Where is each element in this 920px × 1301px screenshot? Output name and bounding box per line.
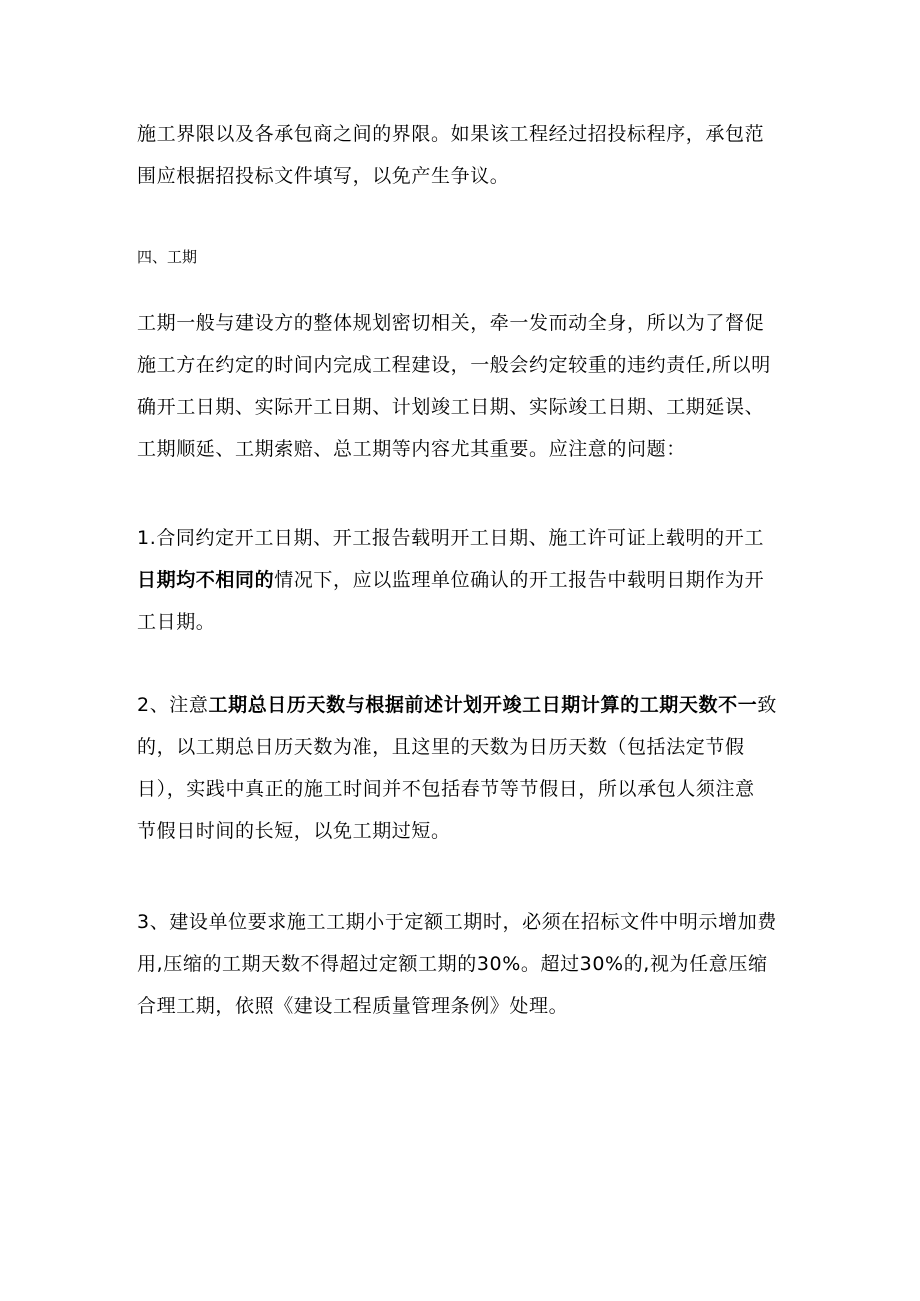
text-line: 施工方在约定的时间内完成工程建设，一般会约定较重的违约责任,所以明 (137, 354, 771, 376)
text-line: 工期顺延、工期索赔、总工期等内容尤其重要。应注意的问题： (137, 438, 686, 460)
bold-text: 工期总日历天数与根据前述计划开竣工日期计算的工期天数不一 (208, 694, 758, 716)
text-line: 用,压缩的工期天数不得超过定额工期的30%。超过30%的,视为任意压缩 (137, 953, 768, 975)
bold-text: 日期均不相同的 (137, 569, 275, 591)
text-line: 的，以工期总日历天数为准，且这里的天数为日历天数（包括法定节假 (137, 736, 745, 758)
list-item-1 (137, 517, 797, 643)
text-line: 围应根据招投标文件填写，以免产生争议。 (137, 165, 510, 187)
text-line: 合理工期，依照《建设工程质量管理条例》处理。 (137, 995, 569, 1017)
text-line: 确开工日期、实际开工日期、计划竣工日期、实际竣工日期、工期延误、 (137, 396, 765, 418)
text-line: 工期一般与建设方的整体规划密切相关，牵一发而动全身，所以为了督促 (137, 312, 765, 334)
text-line: 工日期。 (137, 611, 216, 633)
list-item-3 (137, 901, 797, 1027)
text-line (137, 559, 797, 601)
list-item-2 (137, 684, 797, 852)
text-line: 日），实践中真正的施工时间并不包括春节等节假日，所以承包人须注意 (137, 778, 755, 800)
section-heading: 四、工期 (137, 248, 198, 266)
text-segment: 情况下，应以监理单位确认的开工报告中载明日期作为开 (274, 569, 765, 591)
paragraph-contract-scope (137, 113, 797, 197)
text-line (137, 684, 797, 726)
text-segment: 致 (757, 694, 777, 716)
text-line: 1.合同约定开工日期、开工报告载明开工日期、施工许可证上载明的开工 (137, 527, 764, 549)
text-line: 3、建设单位要求施工工期小于定额工期时，必须在招标文件中明示增加费 (137, 911, 777, 933)
paragraph-duration-intro (137, 302, 797, 470)
text-segment: 2、注意 (137, 694, 209, 716)
text-line: 节假日时间的长短，以免工期过短。 (137, 820, 451, 842)
text-line: 施工界限以及各承包商之间的界限。如果该工程经过招投标程序，承包范 (137, 123, 765, 145)
